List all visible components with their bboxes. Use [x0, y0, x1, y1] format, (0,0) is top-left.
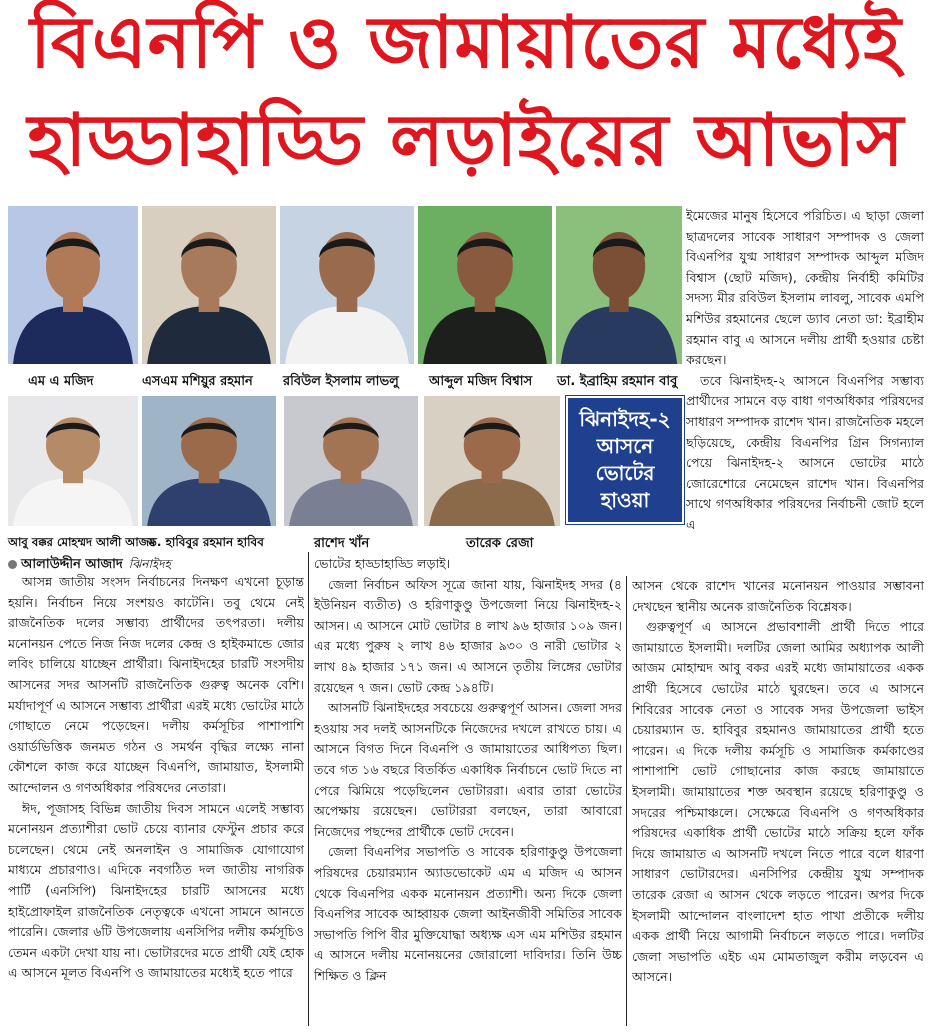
- caption-6: আবু বক্কর মোহম্মদ আলী আজম: [8, 535, 156, 549]
- candidate-photo-1: [8, 206, 138, 364]
- article-column-3-bottom: [632, 576, 924, 1024]
- headline-line-1: বিএনপি ও জামায়াতের মধ্যেই: [30, 0, 902, 84]
- headline-line-2: হাড্ডাহাড্ডি লড়াইয়ের আভাস: [27, 98, 905, 182]
- caption-9: তারেক রেজা: [466, 536, 534, 551]
- candidate-photo-4: [418, 206, 552, 364]
- caption-3: রবিউল ইসলাম লাভলু: [283, 374, 399, 389]
- column-rule-1: [308, 552, 309, 1026]
- portrait-7: [142, 396, 276, 526]
- candidate-photo-2: [142, 206, 276, 364]
- paragraph: আসন্ন জাতীয় সংসদ নির্বাচনের দিনক্ষণ এখনো চূড়ান্ত হয়নি। নির্বাচন নিয়ে সংশয়ও কাটেনি। তবু থেমে নেই রাজনৈতিক দলের সম্ভাব্য প্রার্থীদের তৎপরতা। দলীয় মনোনয়ন পেতে নিজ নিজ দলের কেন্দ্র ও হাইকমান্ডে জোর লবিং চালিয়ে যাচ্ছেন প্রার্থীরা। ঝিনাইদহের চারটি সংসদীয় আসনের সদর আসনটি রাজনৈতিক গুরুত্ব অনেক বেশি। মর্যাদাপূর্ণ এ আসনে সম্ভাব্য প্রার্থীরা এরই মধ্যে ভোটের মাঠে গোছাতে নেমে পড়েছেন। দলীয় কর্মসূচির পাশাপাশি ওয়ার্ডভিত্তিক জনমত গঠন ও সমর্থন বৃদ্ধির লক্ষ্যে নানা কৌশলে কাজ করে যাচ্ছেন বিএনপি, জামায়াত, ইসলামী আন্দোলন ও গণঅধিকার পরিষদের নেতারা।: [8, 574, 304, 795]
- article-column-3-top: [686, 206, 924, 576]
- portrait-2: [142, 206, 276, 364]
- paragraph: জেলা বিএনপির সভাপতি ও সাবেক হরিণাকুণ্ডু উপজেলা পরিষদের চেয়ারম্যান অ্যাডভোকেট এম এ মজিদ এ আসন থেকে বিএনপির একক মনোনয়ন প্রত্যাশী। অন্য দিকে জেলা বিএনপির সাবেক আহ্বায়ক জেলা আইনজীবী সমিতির সাবেক সভাপতি পিপি বীর মুক্তিযোদ্ধা অধ্যক্ষ এস এম মশিউর রহমান এ আসনে দলীয় মনোনয়নের জোরালো দাবিদার। তিনি উচ্চ শিক্ষিত ও ক্লিন: [314, 844, 622, 983]
- candidate-photo-7: [142, 396, 276, 526]
- caption-4: আব্দুল মজিদ বিশ্বাস: [429, 374, 533, 389]
- caption-2: এসএম মশিয়ুর রহমান: [142, 374, 253, 389]
- paragraph: ঈদ, পূজাসহ বিভিন্ন জাতীয় দিবস সামনে এলেই সম্ভাব্য মনোনয়ন প্রত্যাশীরা ভোট চেয়ে ব্যানার ফেস্টুন প্রচার করে চলেছেন। থেমে নেই অনলাইন ও সামাজিক যোগাযোগ মাধ্যমে প্রচারণাও। এদিকে নবগঠিত দল জাতীয় নাগরিক পার্টি (এনসিপি) ঝিনাইদহের চারটি আসনের মধ্যে হাইপ্রোফাইল রাজনৈতিক নেতৃত্বকে এখনো সামনে আনতে পারেনি। জেলার ৬টি উপজেলায় এনসিপির দলীয় কর্মসূচিও তেমন একটা দেখা যায় না। ভোটারদের মতে প্রার্থী যেই হোক এ আসনে মূলত বিএনপি ও জামায়াতের মধ্যেই হতে পারে: [8, 800, 304, 981]
- candidate-photo-9: [424, 396, 560, 526]
- caption-5: ডা. ইব্রাহিম রহমান বাবু: [557, 374, 678, 389]
- portrait-6: [8, 396, 138, 526]
- portrait-9: [424, 396, 560, 526]
- portrait-4: [418, 206, 552, 364]
- bullet-icon: [8, 560, 17, 569]
- portrait-1: [8, 206, 138, 364]
- candidate-photo-8: [284, 396, 418, 526]
- paragraph: আসনটি ঝিনাইদহের সবচেয়ে গুরুত্বপূর্ণ আসন। জেলা সদর হওয়ায় সব দলই আসনটিকে নিজেদের দখলে রাখতে চায়। এ আসনে বিগত দিনে বিএনপি ও জামায়াতের আধিপত্য ছিল। তবে গত ১৬ বছরে বিতর্কিত একাধিক নির্বাচনে ভোট দিতে না পেরে ঝিমিয়ে পড়েছিলেন ভোটাররা। এবার তারা ভোটের অপেক্ষায় রয়েছেন। ভোটাররা বলছেন, তারা আবারো নিজেদের পছন্দের প্রার্থীকে ভোট দেবেন।: [314, 700, 622, 839]
- portrait-5: [556, 206, 682, 364]
- paragraph: জেলা নির্বাচন অফিস সূত্রে জানা যায়, ঝিনাইদহ সদর (৪ ইউনিয়ন ব্যতীত) ও হরিণাকুণ্ডু উপজেলা নিয়ে ঝিনাইদহ-২ আসন। এ আসনে মোট ভোটার ৪ লাখ ৯৬ হাজার ১০৯ জন। এর মধ্যে পুরুষ ২ লাখ ৪৬ হাজার ৯৩০ ও নারী ভোটার ২ লাখ ৪৯ হাজার ১৭১ জন। এ আসনে তৃতীয় লিঙ্গের ভোটার রয়েছেন ৭ জন। ভোট কেন্দ্র ১৯৪টি।: [314, 576, 622, 695]
- caption-8: রাশেদ খাঁন: [314, 536, 370, 551]
- paragraph: গুরুত্বপূর্ণ এ আসনে প্রভাবশালী প্রার্থী দিতে পারে জামায়াতে ইসলামী। দলটির জেলা আমির অধ্যাপক আলী আজম মোহাম্মদ আবু বকর এরই মধ্যে জামায়াতের একক প্রার্থী হিসেবে ভোটের মাঠে ঘুরছেন। তবে এ আসনে শিবিরের সাবেক নেতা ও সাবেক সদর উপজেলা ভাইস চেয়ারম্যান ড. হাবিবুর রহমানও জামায়াতের প্রার্থী হতে পারেন। এ দিকে দলীয় কর্মসূচি ও সামাজিক কর্মকাণ্ডের পাশাপাশি ভোট গোছানোর কাজ করছে জামায়াতে ইসলামী। জামায়াতের শক্ত অবস্থান রয়েছে হরিণাকুণ্ডু ও সদরের পশ্চিমাঞ্চলে। সেক্ষেত্রে বিএনপি ও গণঅধিকার পরিষদের একাধিক প্রার্থী ভোটের মাঠে সক্রিয় হলে ফাঁক দিয়ে জামায়াত এ আসনটি দখলে নিতে পারে বলে ধারণা সাধারণ ভোটারদের। এনসিপির কেন্দ্রীয় যুগ্ম সম্পাদক তারেক রেজা এ আসন থেকে লড়তে পারেন। অপর দিকে ইসলামী আন্দোলন বাংলাদেশ হাত পাখা প্রতীকে দলীয় একক প্রার্থী নিয়ে আগামী নির্বাচনে লড়তে পারে। দলটির জেলা সভাপতি এইচ এম মোমতাজুল করীম লড়বেন এ আসনে।: [632, 619, 924, 985]
- paragraph: ভোটের হাড্ডাহাড্ডি লড়াই।: [314, 556, 451, 571]
- author-name: আলাউদ্দীন আজাদ: [21, 557, 123, 572]
- portrait-8: [284, 396, 418, 526]
- candidate-photo-3: [280, 206, 414, 364]
- paragraph: আসন থেকে রাশেদ খানের মনোনয়ন পাওয়ার সম্ভাবনা দেখছেন স্থানীয় অনেক রাজনৈতিক বিশ্লেষক।: [632, 578, 924, 614]
- candidate-photo-6: [8, 396, 138, 526]
- caption-1: এম এ মজিদ: [28, 374, 94, 389]
- dateline: ঝিনাইদহ: [128, 557, 171, 571]
- article-column-2: [314, 554, 622, 1024]
- article-column-1: [8, 572, 304, 1024]
- paragraph: তবে ঝিনাইদহ-২ আসনে বিএনপির সম্ভাব্য প্রার্থীদের সামনে বড় বাধা গণঅধিকার পরিষদের সাধারণ সম্পাদক রাশেদ খান। রাজনৈতিক মহলে ছড়িয়েছে, কেন্দ্রীয় বিএনপির গ্রিন সিগন্যাল পেয়ে ঝিনাইদহ-২ আসনে ভোটের মাঠে জোরেশোরে নেমেছেন রাশেদ খান। বিএনপির সাথে গণঅধিকার পরিষদের নির্বাচনী জোট হলে এ: [686, 372, 924, 532]
- paragraph: ইমেজের মানুষ হিসেবে পরিচিত। এ ছাড়া জেলা ছাত্রদলের সাবেক সাধারণ সম্পাদক ও জেলা বিএনপির যুগ্ম সাধারণ সম্পাদক আব্দুল মজিদ বিশ্বাস (ছোট মজিদ), কেন্দ্রীয় নির্বাহী কমিটির সদস্য মীর রবিউল ইসলাম লাবলু, সাবেক এমপি মশিউর রহমানের ছেলে ড্যাব নেতা ডা: ইব্রাহীম রহমান বাবু এ আসনে দলীয় প্রার্থী হওয়ার চেষ্টা করছেন।: [686, 208, 924, 368]
- caption-7: ড. হাবিবুর রহমান হাবিব: [148, 535, 264, 549]
- portrait-3: [280, 206, 414, 364]
- section-badge: ঝিনাইদহ-২ আসনে ভোটের হাওয়া: [566, 396, 684, 524]
- column-rule-2: [626, 576, 627, 1026]
- candidate-photo-5: [556, 206, 682, 364]
